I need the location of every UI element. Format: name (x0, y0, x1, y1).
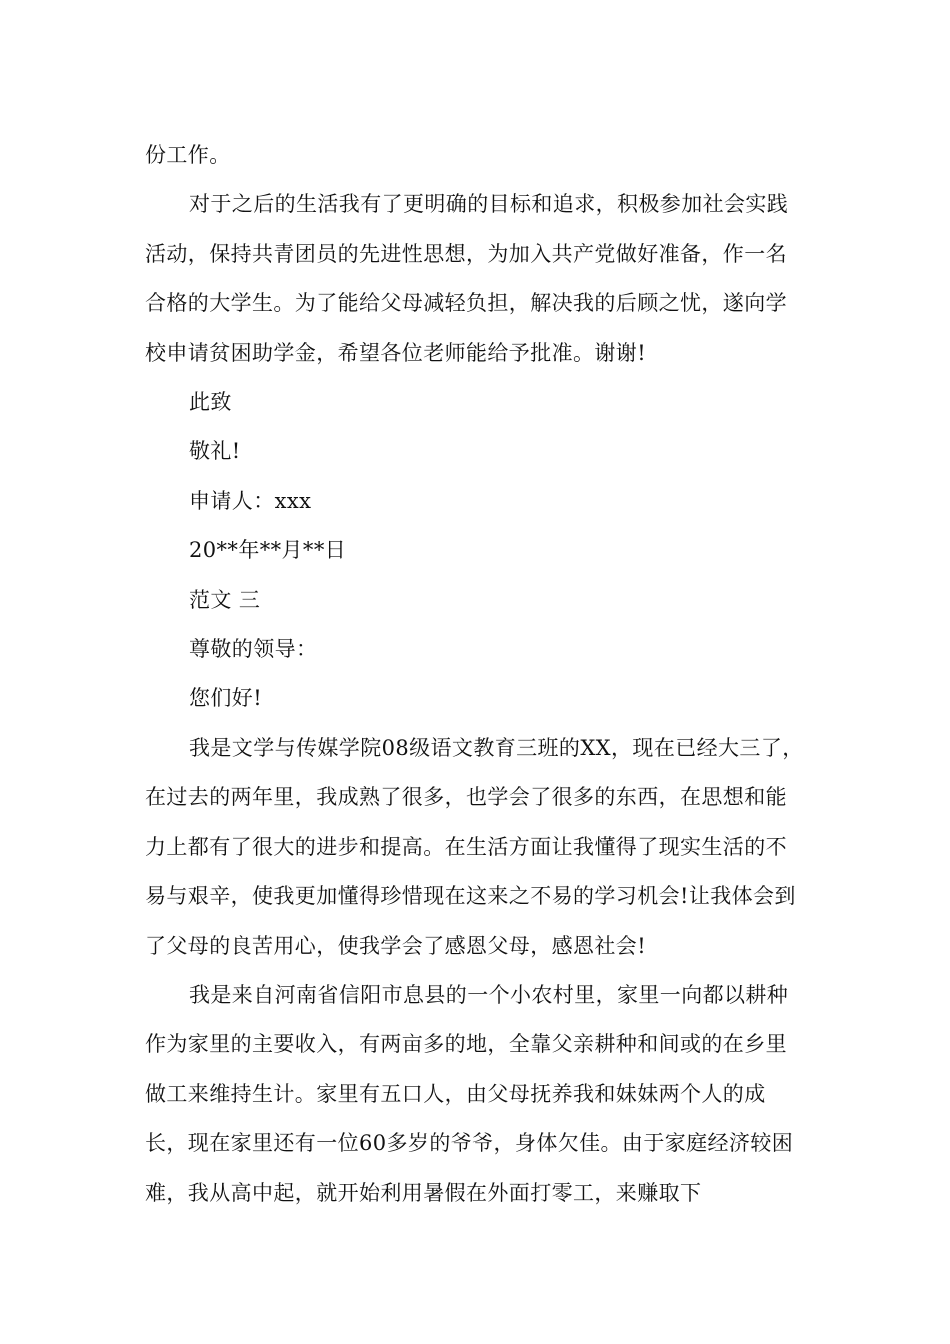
paragraph-introduction: 我是文学与传媒学院08级语文教育三班的XX，现在已经大三了，在过去的两年里，我成熟了很多，也学会了很多的东西，在思想和能力上都有了很大的进步和提高。在生活方面让我懂得了现实生活的不易与艰辛，使我更加懂得珍惜现在这来之不易的学习机会!让我体会到了父母的良苦用心，使我学会了感恩父母，感恩社会! (145, 735, 804, 958)
closing-regards: 敬礼! (189, 439, 241, 464)
applicant-line: 申请人：xxx (189, 488, 312, 513)
paragraph-continuation: 份工作。 (145, 143, 231, 167)
paragraph-family-background: 我是来自河南省信阳市息县的一个小农村里，家里一向都以耕种作为家里的主要收入，有两亩多的地，全靠父亲耕种和间或的在乡里做工来维持生计。家里有五口人，由父母抚养我和妹妹两个人的成长，现在家里还有一位60多岁的爷爷，身体欠佳。由于家庭经济较困难，我从高中起，就开始利用暑假在外面打零工，来赚取下 (145, 982, 794, 1205)
greeting-addressee: 尊敬的领导： (189, 637, 318, 662)
paragraph-goals: 对于之后的生活我有了更明确的目标和追求，积极参加社会实践活动，保持共青团员的先进性思想，为加入共产党做好准备，作一名合格的大学生。为了能给父母减轻负担，解决我的后顾之忧，遂向学校申请贫困助学金，希望各位老师能给予批准。谢谢! (145, 192, 789, 365)
document-body (145, 131, 807, 1218)
closing-salutation: 此致 (189, 390, 232, 415)
sample-heading: 范文 三 (189, 587, 261, 612)
date-line: 20**年**月**日 (189, 538, 347, 563)
greeting-hello: 您们好! (189, 686, 263, 711)
